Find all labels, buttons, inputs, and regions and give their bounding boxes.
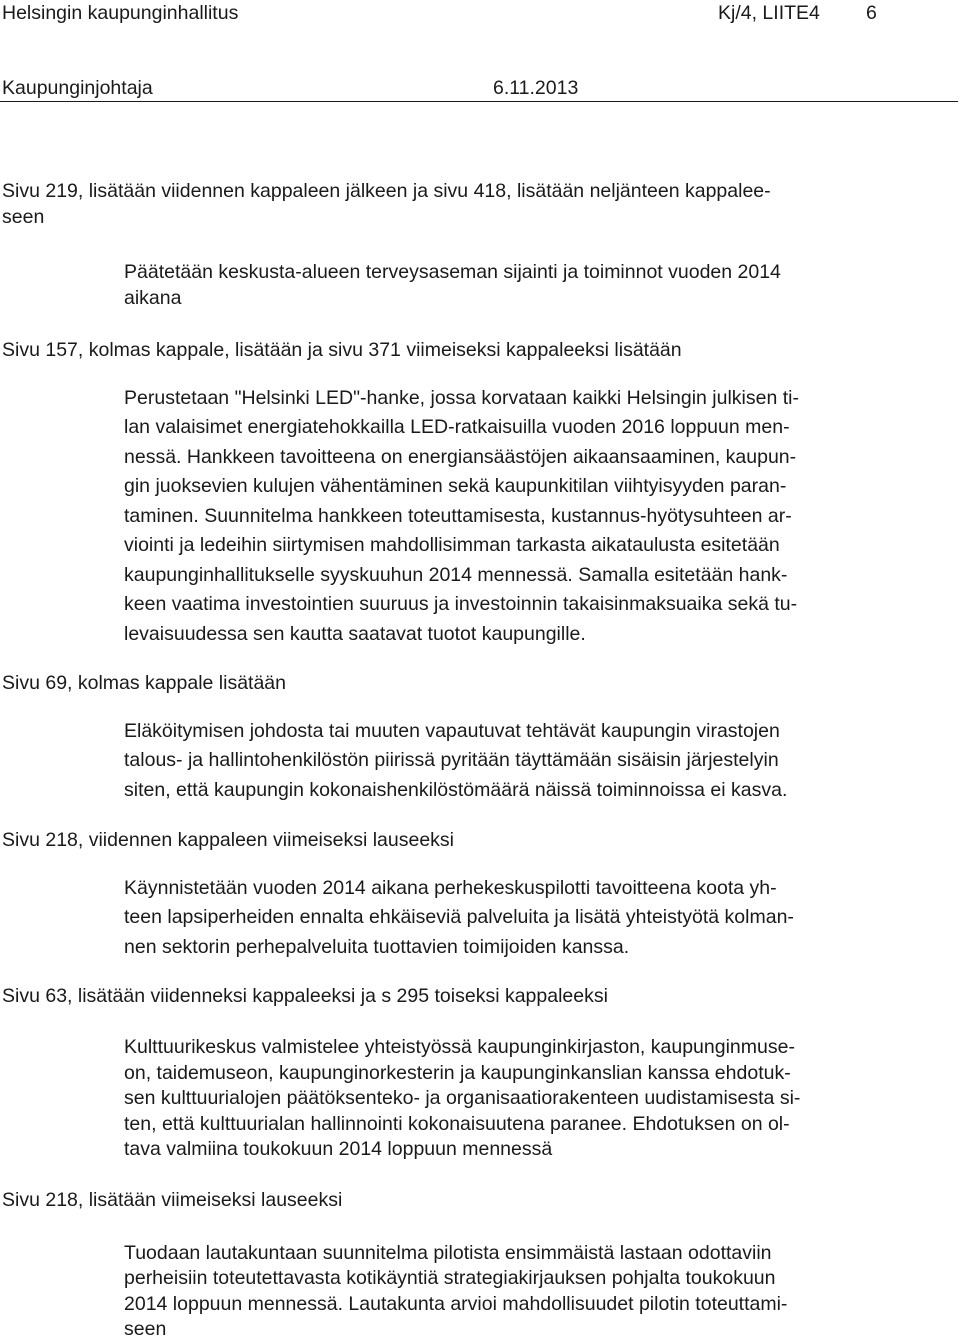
paragraph-line: Perustetaan "Helsinki LED"-hanke, jossa korvataan kaikki Helsingin julkisen ti- xyxy=(124,387,799,409)
paragraph-line: Eläköitymisen johdosta tai muuten vapautuvat tehtävät kaupungin virastojen xyxy=(124,720,780,742)
header-page: 6 xyxy=(866,2,877,24)
header-date: 6.11.2013 xyxy=(493,77,579,99)
paragraph-line: sen kulttuurialojen päätöksenteko- ja organisaatiorakenteen uudistamisesta si- xyxy=(124,1087,801,1109)
paragraph-line: perheisiin toteutettavasta kotikäyntiä strategiakirjauksen pohjalta toukokuun xyxy=(124,1267,776,1289)
paragraph-line: nessä. Hankkeen tavoitteena on energiansäästöjen aikaansaaminen, kaupun- xyxy=(124,446,797,468)
header-org: Helsingin kaupunginhallitus xyxy=(2,2,239,24)
paragraph-line: kaupunginhallitukselle syyskuuhun 2014 mennessä. Samalla esitetään hank- xyxy=(124,564,788,586)
paragraph-line: Käynnistetään vuoden 2014 aikana perhekeskuspilotti tavoitteena koota yh- xyxy=(124,877,777,899)
paragraph-line: on, taidemuseon, kaupunginorkesterin ja kaupunginkanslian kanssa ehdotuk- xyxy=(124,1062,791,1084)
header-role: Kaupunginjohtaja xyxy=(2,77,153,99)
header-divider xyxy=(0,101,958,102)
paragraph-line: nen sektorin perhepalveluita tuottavien toimijoiden kanssa. xyxy=(124,936,630,958)
section-heading: Sivu 63, lisätään viidenneksi kappaleeksi ja s 295 toiseksi kappaleeksi xyxy=(2,985,608,1007)
section-heading: Sivu 219, lisätään viidennen kappaleen jälkeen ja sivu 418, lisätään neljänteen kappalee- xyxy=(2,180,771,202)
paragraph-line: viointi ja ledeihin siirtymisen mahdollisimman tarkasta aikataulusta esitetään xyxy=(124,534,780,556)
paragraph-line: teen lapsiperheiden ennalta ehkäiseviä palveluita ja lisätä yhteistyötä kolman- xyxy=(124,906,794,928)
section-heading: Sivu 218, viidennen kappaleen viimeiseksi lauseeksi xyxy=(2,829,455,851)
paragraph-line: Kulttuurikeskus valmistelee yhteistyössä kaupunginkirjaston, kaupunginmuse- xyxy=(124,1036,795,1058)
paragraph-line: levaisuudessa sen kautta saatavat tuotot kaupungille. xyxy=(124,623,586,645)
section-heading: seen xyxy=(2,206,45,228)
paragraph-line: lan valaisimet energiatehokkailla LED-ratkaisuilla vuoden 2016 loppuun men- xyxy=(124,416,790,438)
section-heading: Sivu 218, lisätään viimeiseksi lauseeksi xyxy=(2,1189,343,1211)
paragraph-line: keen vaatima investointien suuruus ja investoinnin takaisinmaksuaika sekä tu- xyxy=(124,593,798,615)
paragraph-line: siten, että kaupungin kokonaishenkilöstömäärä näissä toiminnoissa ei kasva. xyxy=(124,779,788,801)
paragraph-line: tava valmiina toukokuun 2014 loppuun mennessä xyxy=(124,1138,553,1160)
paragraph-line: talous- ja hallintohenkilöstön piirissä pyritään täyttämään sisäisin järjestelyin xyxy=(124,749,779,771)
paragraph-line: 2014 loppuun mennessä. Lautakunta arvioi mahdollisuudet pilotin toteuttami- xyxy=(124,1293,788,1315)
section-heading: Sivu 69, kolmas kappale lisätään xyxy=(2,672,286,694)
paragraph-line: gin juoksevien kulujen vähentäminen sekä kaupunkitilan viihtyisyyden paran- xyxy=(124,475,787,497)
paragraph-line: taminen. Suunnitelma hankkeen toteuttamisesta, kustannus-hyötysuhteen ar- xyxy=(124,505,792,527)
section-heading: Sivu 157, kolmas kappale, lisätään ja sivu 371 viimeiseksi kappaleeksi lisätään xyxy=(2,339,682,361)
paragraph-line: seen xyxy=(124,1318,167,1340)
paragraph-line: Tuodaan lautakuntaan suunnitelma pilotista ensimmäistä lastaan odottaviin xyxy=(124,1242,772,1264)
paragraph-line: ten, että kulttuurialan hallinnointi kokonaisuutena paranee. Ehdotuksen on ol- xyxy=(124,1113,790,1135)
paragraph-line: Päätetään keskusta-alueen terveysaseman sijainti ja toiminnot vuoden 2014 xyxy=(124,261,781,283)
paragraph-line: aikana xyxy=(124,287,182,309)
header-ref: Kj/4, LIITE4 xyxy=(718,2,820,24)
